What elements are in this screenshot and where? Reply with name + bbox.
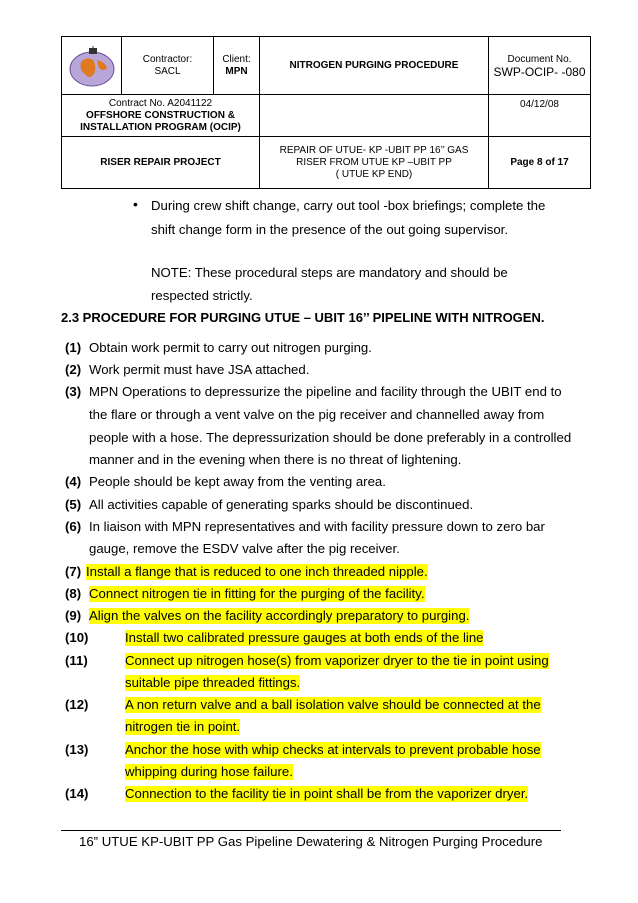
item-text: the flare or through a vent valve on the pig receiver and channelled away from [89,407,545,422]
item-number: (1) [65,340,82,355]
item-number: (6) [65,519,82,534]
company-logo-icon [67,44,117,88]
contract-number: Contract No. A2041122 [108,97,213,109]
item-text: MPN Operations to depressurize the pipeline and facility through the UBIT end to [89,384,562,399]
client-value: MPN [225,65,248,77]
item-number: (12) [65,697,89,712]
document-number-label: Document No. [507,53,572,65]
item-text-highlighted: Anchor the hose with whip checks at intervals to prevent probable hose [125,742,541,757]
document-header-table [61,36,591,189]
item-number: (7) [65,564,82,579]
item-text-highlighted: Connect nitrogen tie in fitting for the purging of the facility. [89,586,425,601]
item-number: (14) [65,786,89,801]
item-text: People should be kept away from the venting area. [89,474,386,489]
client-label: Client: [222,53,251,65]
bullet-text-line1: During crew shift change, carry out tool -box briefings; complete the [151,198,546,213]
program-name-line1: OFFSHORE CONSTRUCTION & [86,109,235,121]
bullet-icon: • [133,196,138,212]
repair-description-line1: REPAIR OF UTUE- KP -UBIT PP 16’’ GAS [279,144,469,156]
item-text: manner and in the evening when there is no threat of lightening. [89,452,462,467]
item-number: (9) [65,608,82,623]
item-number: (13) [65,742,89,757]
item-text: gauge, remove the ESDV valve after the pig receiver. [89,541,400,556]
page-number: Page 8 of 17 [489,137,591,189]
contractor-label: Contractor: [142,53,193,65]
document-number-value: SWP-OCIP- -080 [493,64,586,79]
item-text: In liaison with MPN representatives and with facility pressure down to zero bar [89,519,545,534]
item-text: All activities capable of generating sparks should be discontinued. [89,497,474,512]
repair-description-line2: RISER FROM UTUE KP –UBIT PP [296,156,452,168]
item-text-highlighted: whipping during hose failure. [125,764,293,779]
repair-description-cell [260,137,489,189]
item-text-highlighted: nitrogen tie in point. [125,719,241,734]
document-title: NITROGEN PURGING PROCEDURE [260,37,489,95]
document-date: 04/12/08 [489,95,591,137]
bullet-text-line2: shift change form in the presence of the out going supervisor. [151,222,509,237]
empty-cell [260,95,489,137]
item-text-highlighted: suitable pipe threaded fittings. [125,675,301,690]
item-text-highlighted: Install two calibrated pressure gauges at both ends of the line [125,630,484,645]
logo-cell [62,37,122,95]
item-number: (10) [65,630,89,645]
footer-divider [61,830,561,831]
item-text: Work permit must have JSA attached. [89,362,310,377]
note-line2: respected strictly. [151,288,253,303]
contract-cell [62,95,260,137]
project-name: RISER REPAIR PROJECT [62,137,260,189]
client-cell [214,37,260,95]
item-text: people with a hose. The depressurization should be done preferably in a controlled [89,430,572,445]
item-text-highlighted: A non return valve and a ball isolation valve should be connected at the [125,697,541,712]
item-number: (11) [65,653,88,668]
document-number-cell [489,37,591,95]
program-name-line2: INSTALLATION PROGRAM (OCIP) [80,121,241,133]
item-number: (4) [65,474,82,489]
item-text-highlighted: Install a flange that is reduced to one inch threaded nipple. [86,564,428,579]
item-text-highlighted: Connection to the facility tie in point shall be from the vaporizer dryer. [125,786,529,801]
item-number: (2) [65,362,82,377]
note-line1: NOTE: These procedural steps are mandatory and should be [151,265,508,280]
item-text: Obtain work permit to carry out nitrogen purging. [89,340,372,355]
item-number: (3) [65,384,82,399]
item-number: (5) [65,497,82,512]
repair-description-line3: ( UTUE KP END) [335,168,413,180]
item-number: (8) [65,586,82,601]
footer-text: 16” UTUE KP-UBIT PP Gas Pipeline Dewatering & Nitrogen Purging Procedure [79,834,543,849]
section-heading: 2.3 PROCEDURE FOR PURGING UTUE – UBIT 16’’ PIPELINE WITH NITROGEN. [61,310,545,325]
item-text-highlighted: Connect up nitrogen hose(s) from vaporizer dryer to the tie in point using [125,653,549,668]
contractor-value: SACL [154,65,181,77]
item-text-highlighted: Align the valves on the facility accordingly preparatory to purging. [89,608,470,623]
contractor-cell [122,37,214,95]
